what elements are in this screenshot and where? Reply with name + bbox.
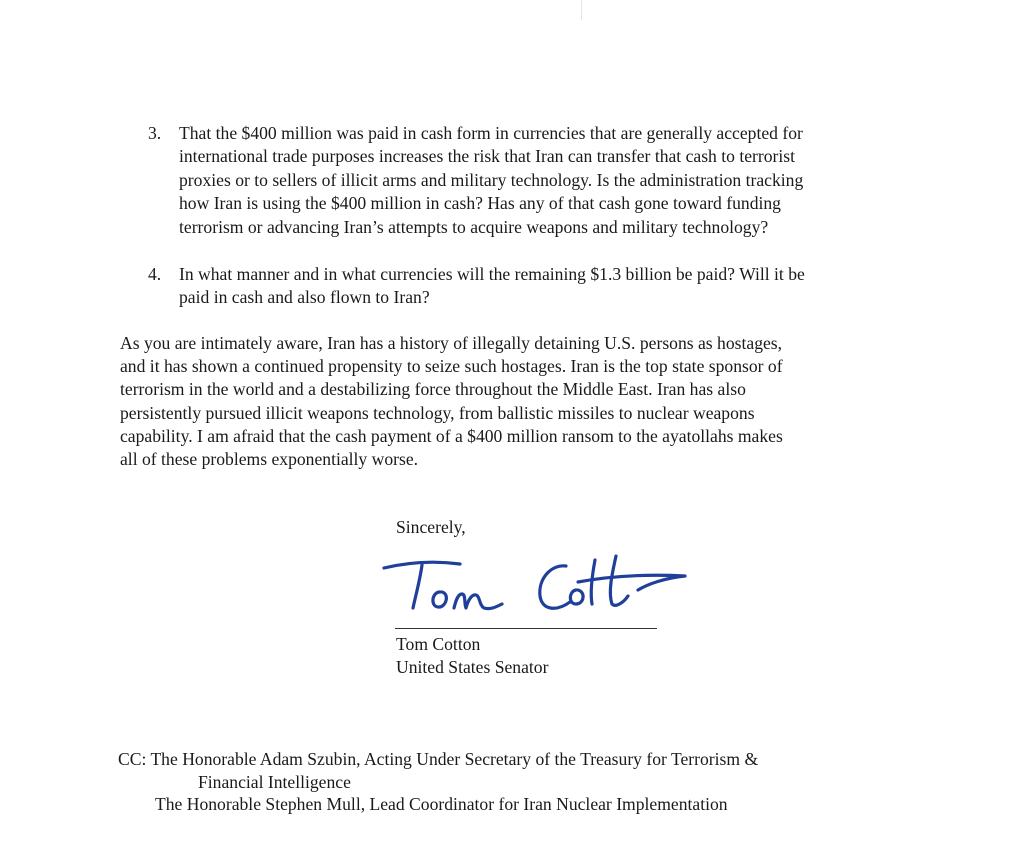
item-line: proxies or to sellers of illicit arms and military technology. Is the administration tracking <box>179 169 804 190</box>
paragraph-line: all of these problems exponentially worse. <box>120 449 419 470</box>
signer-name: Tom Cotton <box>396 634 481 654</box>
paragraph-line: terrorism in the world and a destabilizing force throughout the Middle East. Iran has also <box>120 379 746 400</box>
item-line: international trade purposes increases the risk that Iran can transfer that cash to terrorist <box>179 146 796 167</box>
item-number: 4. <box>148 264 162 284</box>
item-text <box>179 263 909 310</box>
paragraph-line: and it has shown a continued propensity to seize such hostages. Iran is the top state sponsor of <box>120 356 783 377</box>
cc-block <box>118 748 918 816</box>
paragraph-line: As you are intimately aware, Iran has a history of illegally detaining U.S. persons as hostages, <box>120 333 783 353</box>
signature-line <box>395 628 657 629</box>
item-text <box>179 122 909 239</box>
body-paragraph <box>120 332 920 471</box>
item-line: terrorism or advancing Iran’s attempts to acquire weapons and military technology? <box>179 216 769 237</box>
item-line: how Iran is using the $400 million in cash? Has any of that cash gone toward funding <box>179 193 781 214</box>
cc-line: The Honorable Stephen Mull, Lead Coordinator for Iran Nuclear Implementation <box>155 794 728 814</box>
item-line: paid in cash and also flown to Iran? <box>179 287 430 308</box>
page-fold-line <box>581 0 582 20</box>
signature-ink <box>384 556 685 609</box>
paragraph-line: persistently pursued illicit weapons technology, from ballistic missiles to nuclear weapons <box>120 402 755 423</box>
cc-line: Financial Intelligence <box>198 771 351 792</box>
cc-line: CC: The Honorable Adam Szubin, Acting Under Secretary of the Treasury for Terrorism & <box>118 749 759 769</box>
handwritten-signature <box>380 552 700 622</box>
item-line: That the $400 million was paid in cash form in currencies that are generally accepted for <box>179 123 803 143</box>
paragraph-line: capability. I am afraid that the cash payment of a $400 million ransom to the ayatollahs makes <box>120 425 783 446</box>
closing-salutation: Sincerely, <box>396 517 466 537</box>
item-line: In what manner and in what currencies will the remaining $1.3 billion be paid? Will it be <box>179 264 805 284</box>
item-number: 3. <box>148 123 162 143</box>
signer-block <box>396 633 548 679</box>
signer-title: United States Senator <box>396 657 549 677</box>
